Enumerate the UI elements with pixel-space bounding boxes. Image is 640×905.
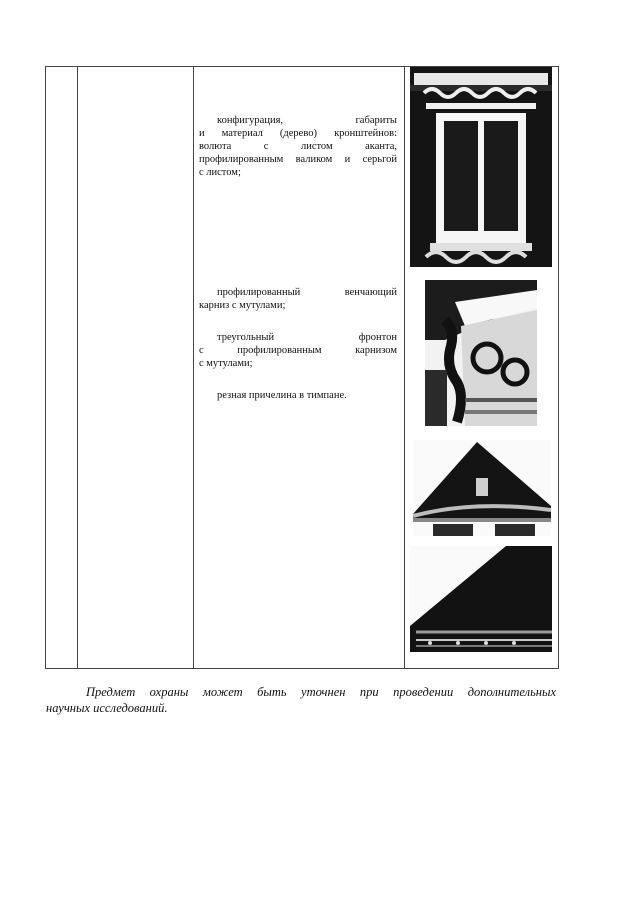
text-line: карниз с мутулами; [199,300,286,311]
table-left-border [45,66,46,669]
text-line: профилированным валиком и серьгой [199,154,397,165]
text-line: треугольный фронтон [217,332,397,343]
protection-item-bargeboard [199,389,397,402]
protection-item-brackets [199,114,397,179]
text-line: конфигурация, габариты [217,115,397,126]
table-right-border [558,66,559,669]
table-column-divider [193,66,194,669]
window-architrave-photo [410,67,552,267]
protection-item-cornice [199,286,397,312]
footnote [46,684,556,716]
text-line: с листом; [199,167,241,178]
triangular-pediment-photo [413,440,551,536]
table-bottom-border [45,668,558,669]
table-column-divider [77,66,78,669]
footnote-line: Предмет охраны может быть уточнен при проведении дополнительных [86,685,556,699]
table-column-divider [404,66,405,669]
text-line: с мутулами; [199,358,253,369]
bracket-cornice-photo [425,280,537,426]
gable-bargeboard-photo [410,546,552,652]
protection-item-pediment [199,331,397,370]
text-line: резная причелина в тимпане. [217,390,347,401]
text-line: профилированный венчающий [217,287,397,298]
text-line: и материал (дерево) кронштейнов: [199,128,397,139]
text-line: с профилированным карнизом [199,345,397,356]
footnote-line: научных исследований. [46,701,168,715]
text-line: волюта с листом аканта, [199,141,397,152]
